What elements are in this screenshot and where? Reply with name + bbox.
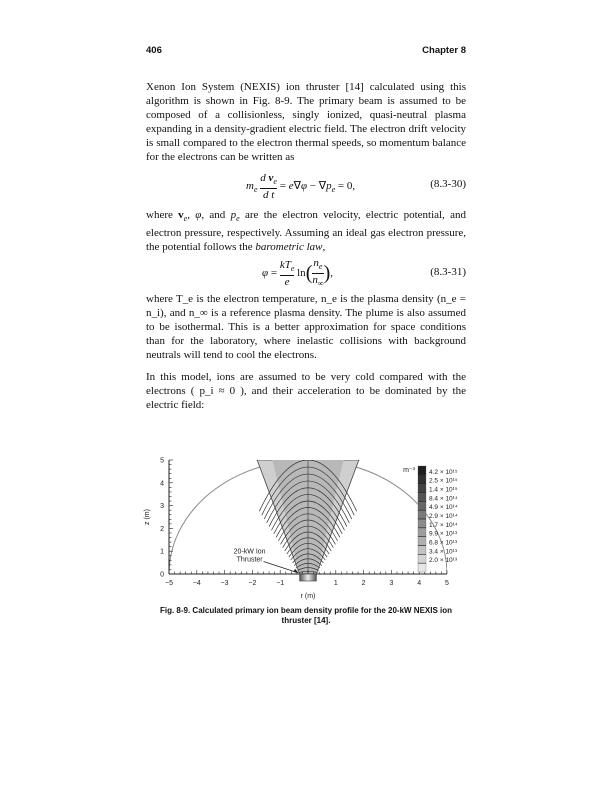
y-axis-label: z (m) — [144, 509, 151, 525]
x-tick-label: 1 — [333, 580, 338, 587]
chapter-title: Chapter 8 — [422, 45, 466, 56]
paragraph-2: where $v_e$, φ, and $p_e$ are the electron velocity, electric potential, and electron pressure, respectively. Assuming an ideal gas electron pressure, the potential follows the barometric law, — [146, 209, 466, 254]
beam-density-figure — [140, 452, 480, 612]
x-tick-label: 5 — [445, 580, 449, 587]
x-tick-label: −2 — [248, 580, 257, 587]
colorbar-label: 9.9 × 10¹³ — [429, 530, 458, 538]
colorbar-segment — [418, 554, 426, 563]
thruster-body — [300, 574, 317, 581]
y-tick-label: 0 — [160, 571, 164, 579]
colorbar-segment — [418, 537, 426, 546]
equation-number-1: (8.3-30) — [430, 178, 466, 190]
y-tick-label: 4 — [160, 480, 164, 488]
x-tick-label: 2 — [361, 580, 366, 587]
colorbar-label: 1.7 × 10¹⁴ — [429, 521, 458, 529]
p2-italic: barometric law — [255, 241, 323, 254]
paragraph-3: where T_e is the electron temperature, n_e is the plasma density (n_e = n_i), and n_∞ is a reference plasma density. The plume is also assumed to be isothermal. This is a better approximation for space conditions than for the laboratory, where inelastic collisions with background neutrals will tend to cool the electrons. — [146, 293, 466, 361]
x-tick-label: 3 — [389, 580, 394, 587]
p2-text-a: where — [146, 209, 179, 221]
x-tick-label: −4 — [192, 580, 201, 587]
annotation-arrowhead — [293, 569, 298, 573]
colorbar-segment — [418, 466, 426, 475]
colorbar-unit: m⁻³ — [403, 467, 415, 474]
paragraph-1: Xenon Ion System (NEXIS) ion thruster [14] calculated using this algorithm is shown in Fig. 8-9. The primary beam is assumed to be composed of a collisionless, singly ionized, quasi-neutral plasma expanding in a density-gradient electric field. The electron drift velocity is small compared to the electron thermal speeds, so momentum balance for the electrons can be written as — [146, 81, 466, 163]
x-axis-label: r (m) — [300, 593, 316, 600]
colorbar-label: 2.5 × 10¹⁵ — [429, 477, 458, 485]
y-tick-label: 2 — [160, 525, 164, 533]
colorbar-label: 2.9 × 10¹⁴ — [429, 513, 458, 520]
colorbar-label: 1.4 × 10¹⁵ — [429, 486, 458, 494]
y-tick-label: 1 — [160, 548, 164, 556]
equation-number-2: (8.3-31) — [430, 266, 466, 278]
y-tick-label: 5 — [160, 457, 164, 465]
annotation-label-line1: 20-kW Ion — [233, 548, 266, 556]
x-tick-label: 4 — [417, 580, 422, 587]
colorbar-segment — [418, 484, 426, 493]
colorbar-segment — [418, 519, 426, 528]
annotation-label-line2: Thruster — [236, 556, 263, 564]
p2-text-b: are the electron velocity, electric potential, and electron pressure, respectively. Assuming an ideal gas electron pressure, the potential follows the — [146, 209, 466, 254]
equation-8-3-30: $m_e$ $\frac{d v_e}{\text{d t}}$ = $e\nabla\varphi - \nabla p_e = 0$, — [246, 172, 356, 202]
annotation-arrow — [264, 561, 299, 572]
colorbar-label: 6.8 × 10¹³ — [429, 539, 458, 547]
x-tick-label: −1 — [276, 580, 285, 587]
colorbar-label: 4.9 × 10¹⁴ — [429, 504, 458, 512]
page-number: 406 — [146, 45, 162, 56]
colorbar-segment — [418, 493, 426, 502]
colorbar-segment — [418, 510, 426, 519]
colorbar-segment — [418, 475, 426, 484]
colorbar-label: 4.2 × 10¹⁵ — [429, 468, 458, 476]
colorbar-segment — [418, 546, 426, 555]
figure-caption: Fig. 8-9. Calculated primary ion beam density profile for the 20-kW NEXIS ion thruster [14]. — [159, 606, 453, 625]
equation-8-3-31: φ = $kT_e$ e ln( $\frac{n_e}{n_\infty}$ ), — [262, 257, 333, 289]
colorbar-label: 8.4 × 10¹⁴ — [429, 495, 458, 503]
colorbar-label: 2.0 × 10¹³ — [429, 557, 458, 565]
x-tick-label: −3 — [220, 580, 229, 587]
colorbar-segment — [418, 501, 426, 510]
colorbar-segment — [418, 528, 426, 537]
y-tick-label: 3 — [160, 503, 164, 511]
paragraph-4: In this model, ions are assumed to be very cold compared with the electrons ( p_i ≈ 0 ), and their acceleration to be dominated by the electric field: — [146, 371, 466, 411]
p2-text-c: , — [322, 241, 326, 254]
x-tick-label: −5 — [165, 580, 173, 587]
colorbar-label: 3.4 × 10¹³ — [429, 548, 458, 556]
colorbar-segment — [418, 563, 426, 572]
